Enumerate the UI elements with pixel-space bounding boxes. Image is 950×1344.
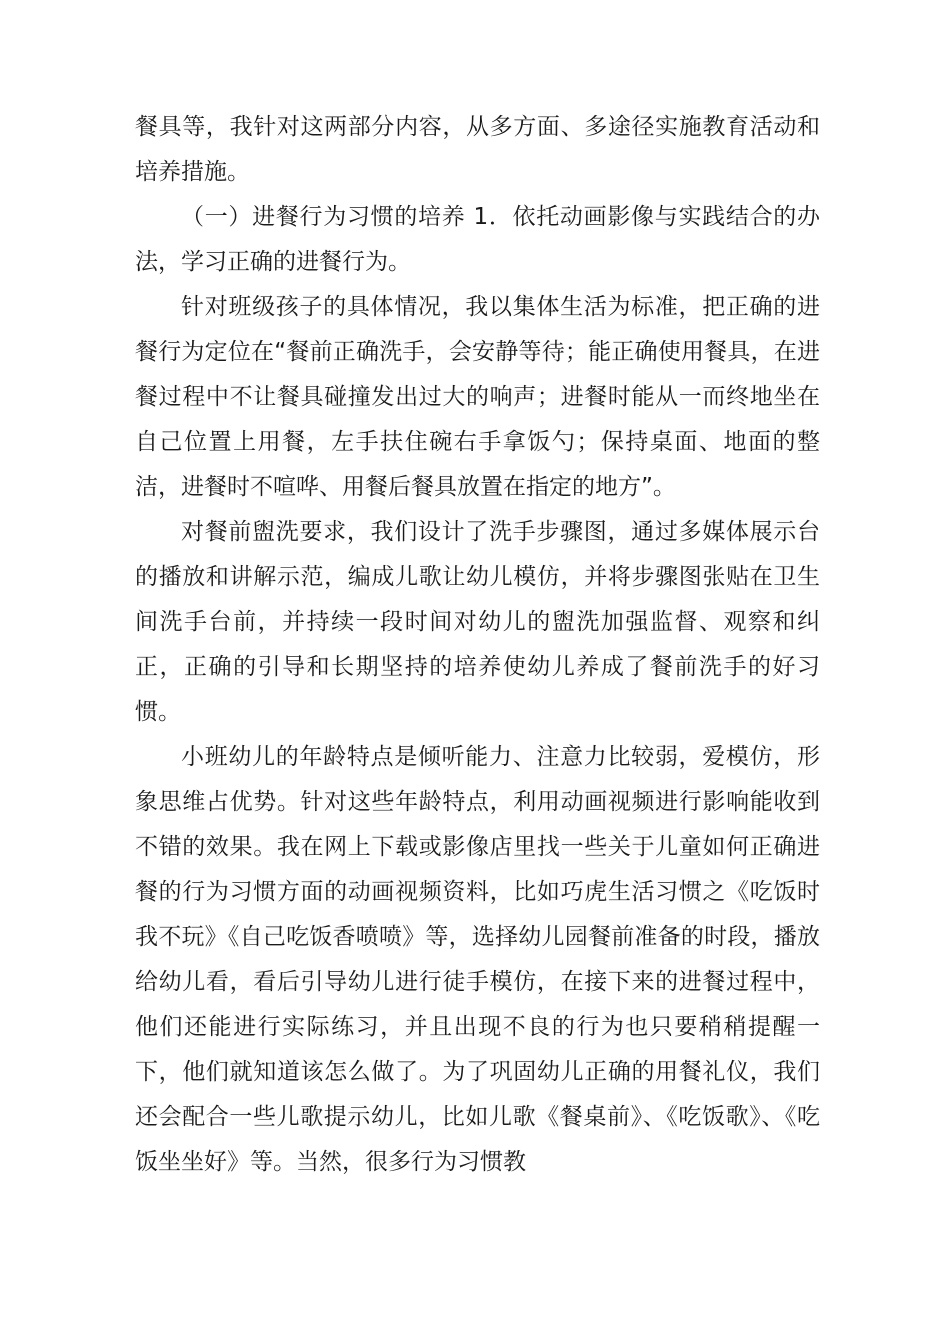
paragraph-5: 小班幼儿的年龄特点是倾听能力、注意力比较弱，爱模仿，形象思维占优势。针对这些年龄特点，利用动画视频进行影响能收到不错的效果。我在网上下载或影像店里找一些关于儿童如何正确进餐的行为习惯方面的动画视频资料，比如巧虎生活习惯之《吃饭时我不玩》《自己吃饭香喷喷》等，选择幼儿园餐前准备的时段，播放给幼儿看，看后引导幼儿进行徒手模仿，在接下来的进餐过程中，他们还能进行实际练习，并且出现不良的行为也只要稍稍提醒一下，他们就知道该怎么做了。为了巩固幼儿正确的用餐礼仪，我们还会配合一些儿歌提示幼儿，比如儿歌《餐桌前》、《吃饭歌》、《吃饭坐坐好》等。当然，很多行为习惯教 [135, 744, 820, 1175]
paragraph-3: 针对班级孩子的具体情况，我以集体生活为标准，把正确的进餐行为定位在“餐前正确洗手，会安静等待；能正确使用餐具，在进餐过程中不让餐具碰撞发出过大的响声；进餐时能从一而终地坐在自己位置上用餐，左手扶住碗右手拿饭勺；保持桌面、地面的整洁，进餐时不喧哗、用餐后餐具放置在指定的地方”。 [135, 294, 820, 500]
document-body [135, 105, 820, 1185]
paragraph-1: 餐具等，我针对这两部分内容，从多方面、多途径实施教育活动和培养措施。 [135, 114, 820, 185]
paragraph-2: （一）进餐行为习惯的培养 1．依托动画影像与实践结合的办法，学习正确的进餐行为。 [135, 204, 820, 275]
paragraph-4: 对餐前盥洗要求，我们设计了洗手步骤图，通过多媒体展示台的播放和讲解示范，编成儿歌让幼儿模仿，并将步骤图张贴在卫生间洗手台前，并持续一段时间对幼儿的盥洗加强监督、观察和纠正，正确的引导和长期坚持的培养使幼儿养成了餐前洗手的好习惯。 [135, 519, 820, 725]
